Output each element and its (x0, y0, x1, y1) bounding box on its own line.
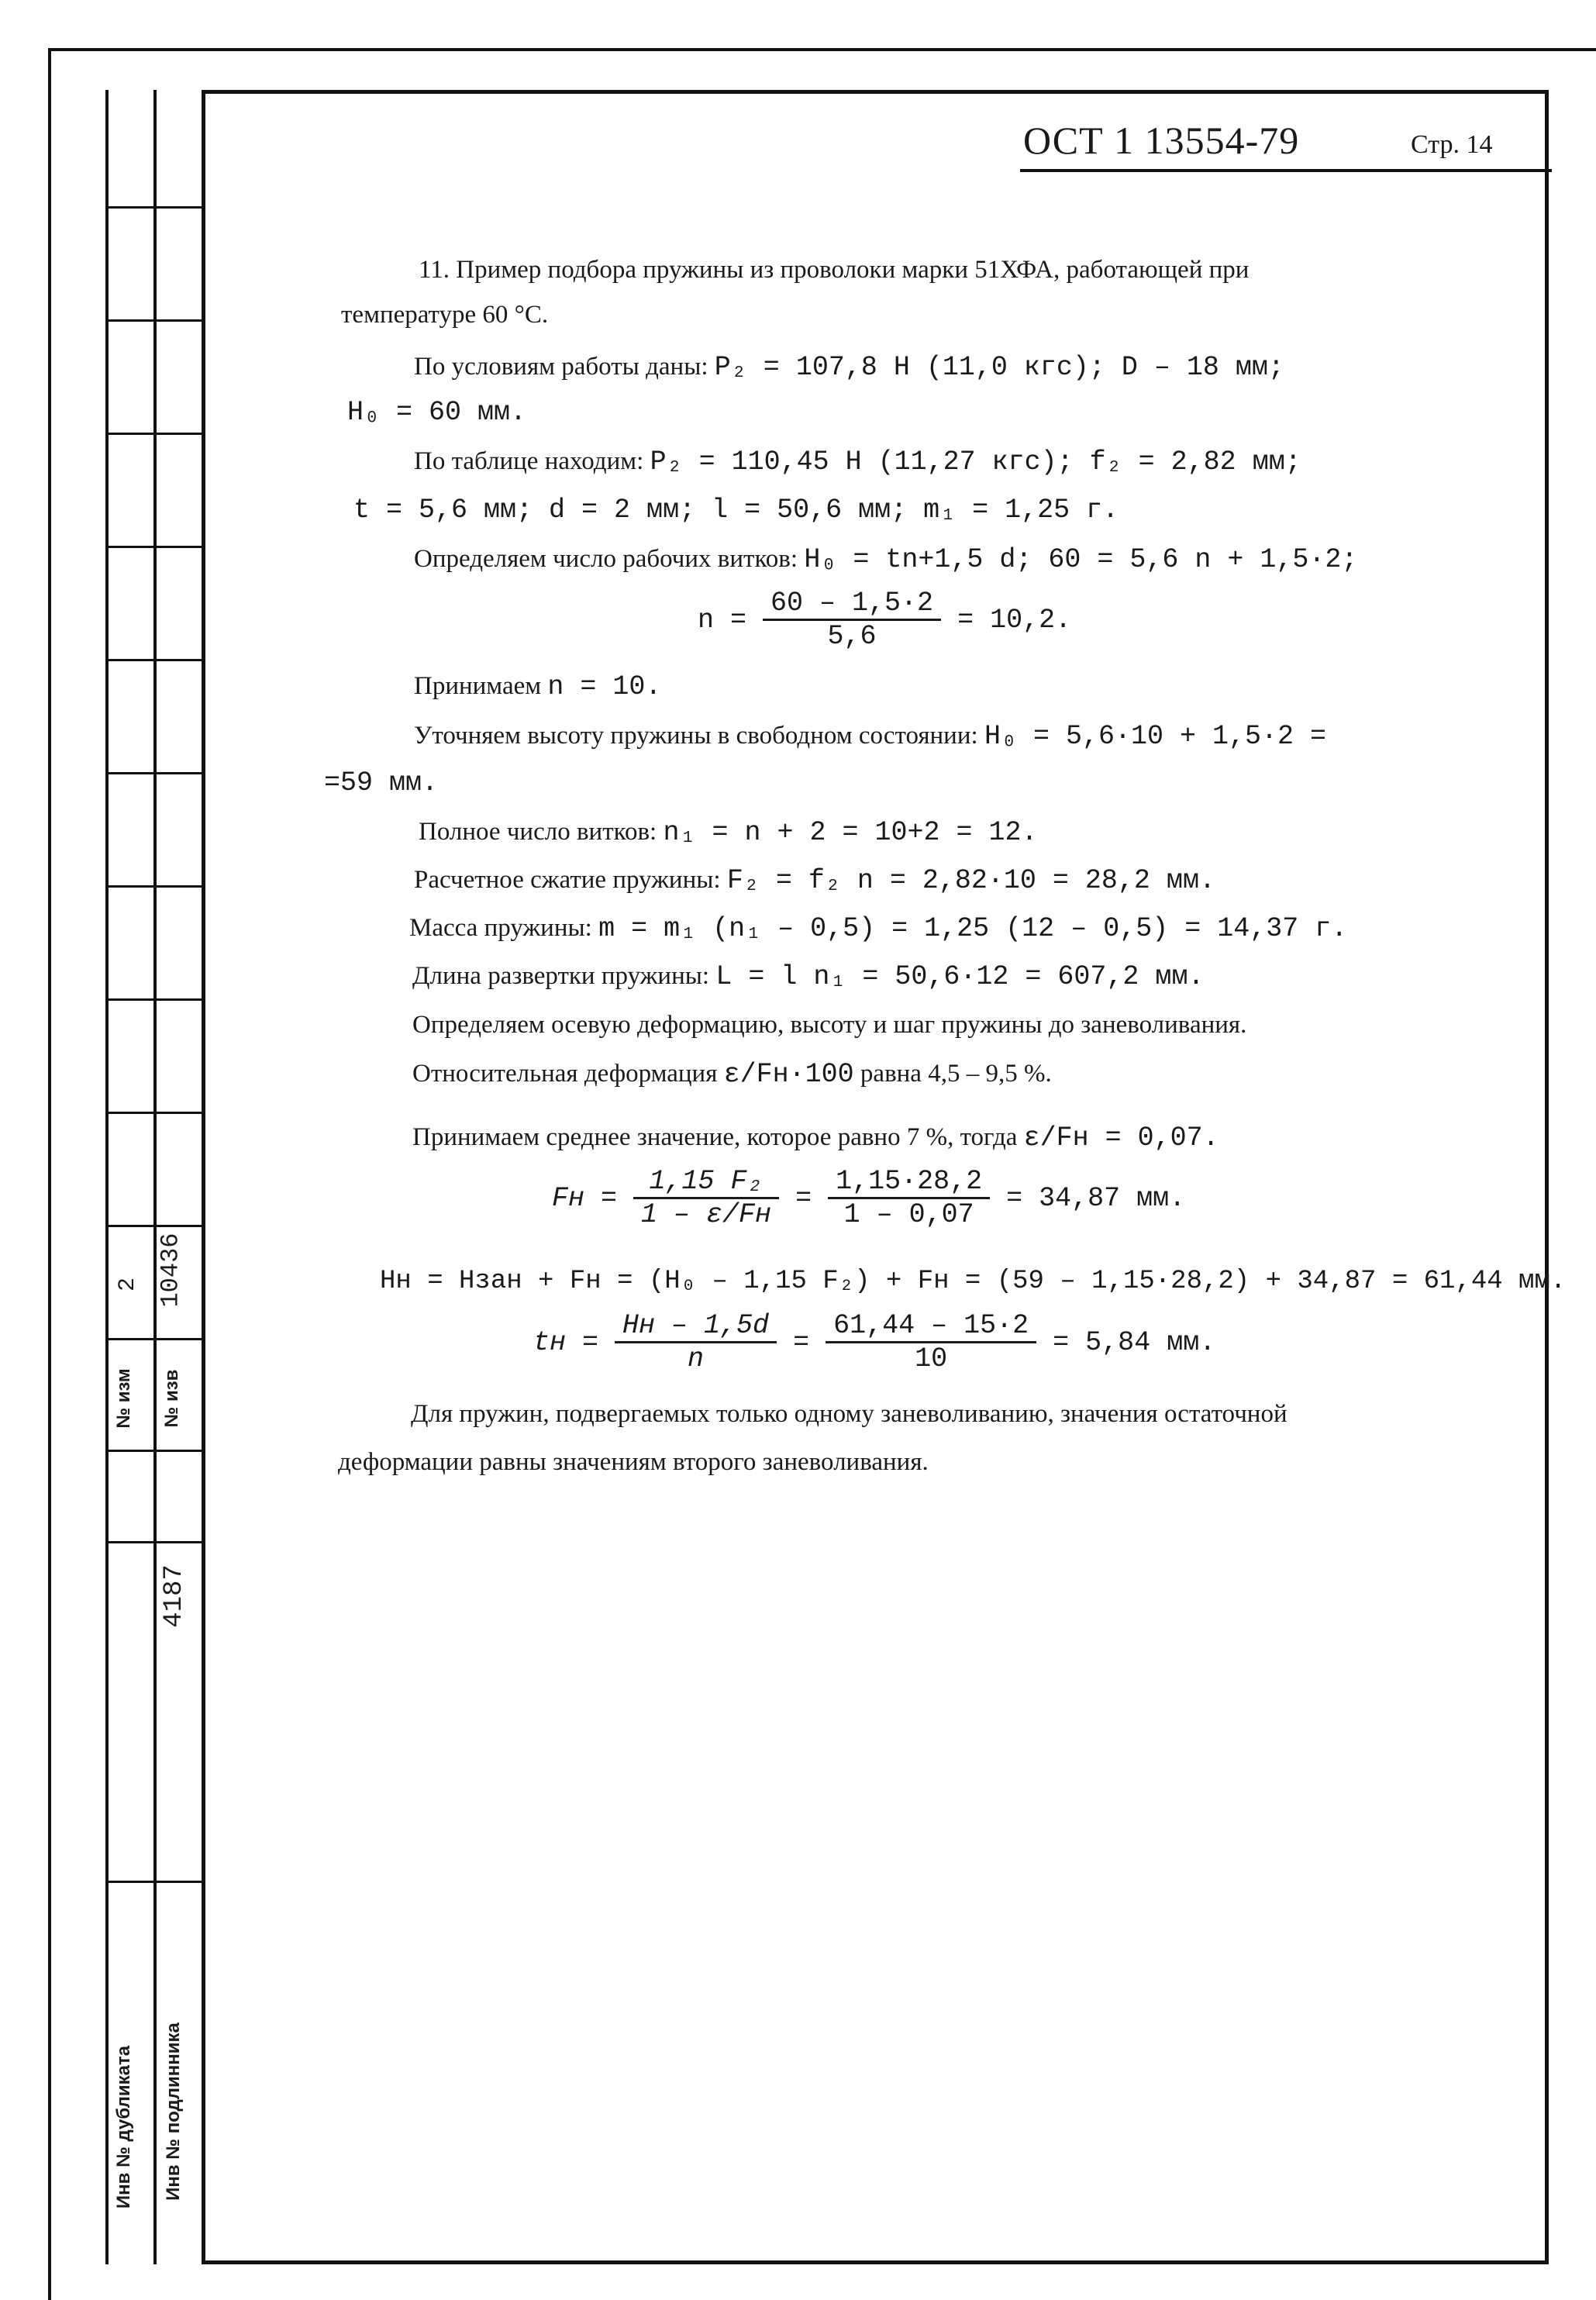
denominator: n (688, 1343, 705, 1374)
stamp-divider (105, 1450, 203, 1452)
stamp-divider (105, 1112, 203, 1114)
body-text: Полное число витков: (419, 818, 657, 846)
body-line (414, 721, 1326, 752)
numerator: 1,15 F₂ (633, 1166, 779, 1199)
body-line: Определяем осевую деформацию, высоту и шаг пружины до заневоливания. (412, 1011, 1247, 1039)
stamp-divider (105, 998, 203, 1001)
body-line (414, 865, 1215, 896)
stamp-divider (105, 659, 203, 661)
fraction (615, 1310, 777, 1374)
stamp-divider (105, 433, 203, 435)
stamp-divider (105, 1881, 203, 1883)
fraction-equation (552, 1166, 1185, 1230)
fraction (633, 1166, 779, 1230)
formula: ε/Fн·100 (723, 1059, 854, 1090)
body-text: Принимаем среднее значение, которое равно 7 %, тогда (412, 1123, 1018, 1151)
formula: P₂ = 107,8 Н (11,0 кгс); D – 18 мм; (714, 352, 1284, 383)
stamp-divider (105, 1225, 203, 1227)
formula-left: tн = (533, 1326, 599, 1358)
formula: L = l n₁ = 50,6·12 = 607,2 мм. (715, 961, 1205, 992)
body-line: 11. Пример подбора пружины из проволоки марки 51ХФА, работающей при (419, 256, 1250, 284)
body-line: температуре 60 °С. (341, 301, 549, 329)
formula: ε/Fн = 0,07. (1023, 1122, 1219, 1153)
formula-line: =59 мм. (324, 767, 439, 798)
numerator: Hн – 1,5d (615, 1310, 777, 1343)
formula-left: Fн = (552, 1182, 618, 1214)
body-line: Для пружин, подвергаемых только одному заневоливанию, значения остаточной (411, 1400, 1287, 1428)
stamp-divider (105, 319, 203, 322)
stamp-divider (105, 885, 203, 888)
body-line (412, 1059, 1052, 1090)
stamp-column-left (105, 90, 109, 2264)
formula-line: Hн = Hзан + Fн = (H₀ – 1,15 F₂) + Fн = (59 – 1,15·28,2) + 34,87 = 61,44 мм. (380, 1267, 1567, 1296)
body-line (409, 913, 1347, 944)
body-text: Относительная деформация (412, 1060, 718, 1088)
denominator: 1 – ε/Fн (641, 1199, 772, 1230)
body-text: По таблице находим: (414, 447, 644, 475)
numerator: 1,15·28,2 (828, 1166, 990, 1199)
header-underline (1020, 169, 1552, 172)
formula: n = 10. (547, 671, 662, 702)
denominator: 10 (915, 1343, 948, 1374)
stamp-divider (105, 772, 203, 774)
body-text: Уточняем высоту пружины в свободном состоянии: (414, 722, 978, 750)
numerator: 60 – 1,5·2 (763, 588, 941, 621)
stamp-divider (105, 1338, 203, 1340)
fraction (828, 1166, 990, 1230)
fraction-equation (533, 1310, 1215, 1374)
body-text: Длина развертки пружины: (412, 962, 710, 990)
formula-right: = 34,87 мм. (1006, 1182, 1186, 1214)
formula: n₁ = n + 2 = 10+2 = 12. (663, 817, 1038, 848)
duplicate-inventory-label: Инв № дубликата (113, 2045, 134, 2209)
body-line (414, 447, 1301, 478)
stamp-divider (105, 206, 203, 209)
formula-left: n = (698, 604, 747, 636)
formula: H₀ = tn+1,5 d; 60 = 5,6 n + 1,5·2; (804, 544, 1358, 575)
izm-label: № изм (113, 1368, 134, 1429)
formula: F₂ = f₂ n = 2,82·10 = 28,2 мм. (726, 865, 1215, 896)
body-text: равна 4,5 – 9,5 %. (860, 1060, 1052, 1088)
body-line (412, 961, 1204, 992)
body-text: Масса пружины: (409, 914, 592, 942)
stamp-divider (105, 546, 203, 548)
body-line: деформации равны значениям второго заневоливания. (338, 1448, 929, 1476)
standard-code: ОСТ 1 13554-79 (1023, 119, 1300, 162)
body-text: Определяем число рабочих витков: (414, 545, 798, 573)
izv-label: № изв (161, 1369, 182, 1428)
denominator: 1 – 0,07 (843, 1199, 974, 1230)
body-line (412, 1122, 1219, 1153)
formula-right: = 5,84 мм. (1053, 1326, 1216, 1358)
page-label: Стр. (1411, 130, 1460, 159)
page-number-block (1411, 130, 1493, 160)
body-text: По условиям работы даны: (414, 353, 708, 381)
formula-line: H₀ = 60 мм. (347, 397, 527, 428)
izv-value: 10436 (156, 1233, 185, 1308)
body-line (414, 352, 1284, 383)
stamp-column-mid (153, 90, 157, 2264)
body-text: Принимаем (414, 672, 542, 700)
formula-equals: = (795, 1182, 812, 1214)
formula-equals: = (793, 1326, 810, 1358)
formula: m = m₁ (n₁ – 0,5) = 1,25 (12 – 0,5) = 14,37 г. (598, 913, 1348, 944)
body-line (414, 671, 661, 702)
fraction-equation (698, 588, 1071, 652)
fraction (826, 1310, 1036, 1374)
formula: H₀ = 5,6·10 + 1,5·2 = (984, 721, 1327, 752)
inventory-number: 4187 (160, 1564, 189, 1628)
body-text: Расчетное сжатие пружины: (414, 866, 721, 894)
numerator: 61,44 – 15·2 (826, 1310, 1036, 1343)
formula-line: t = 5,6 мм; d = 2 мм; l = 50,6 мм; m₁ = 1,25 г. (353, 495, 1119, 526)
fraction (763, 588, 941, 652)
denominator: 5,6 (827, 621, 877, 652)
formula: P₂ = 110,45 Н (11,27 кгс); f₂ = 2,82 мм; (650, 447, 1301, 478)
body-line (414, 544, 1357, 575)
original-inventory-label: Инв № подлинника (163, 2022, 184, 2201)
stamp-divider (105, 1541, 203, 1543)
formula-right: = 10,2. (957, 604, 1072, 636)
page-number: 14 (1466, 130, 1493, 159)
body-line (419, 817, 1038, 848)
izm-value: 2 (115, 1278, 141, 1292)
